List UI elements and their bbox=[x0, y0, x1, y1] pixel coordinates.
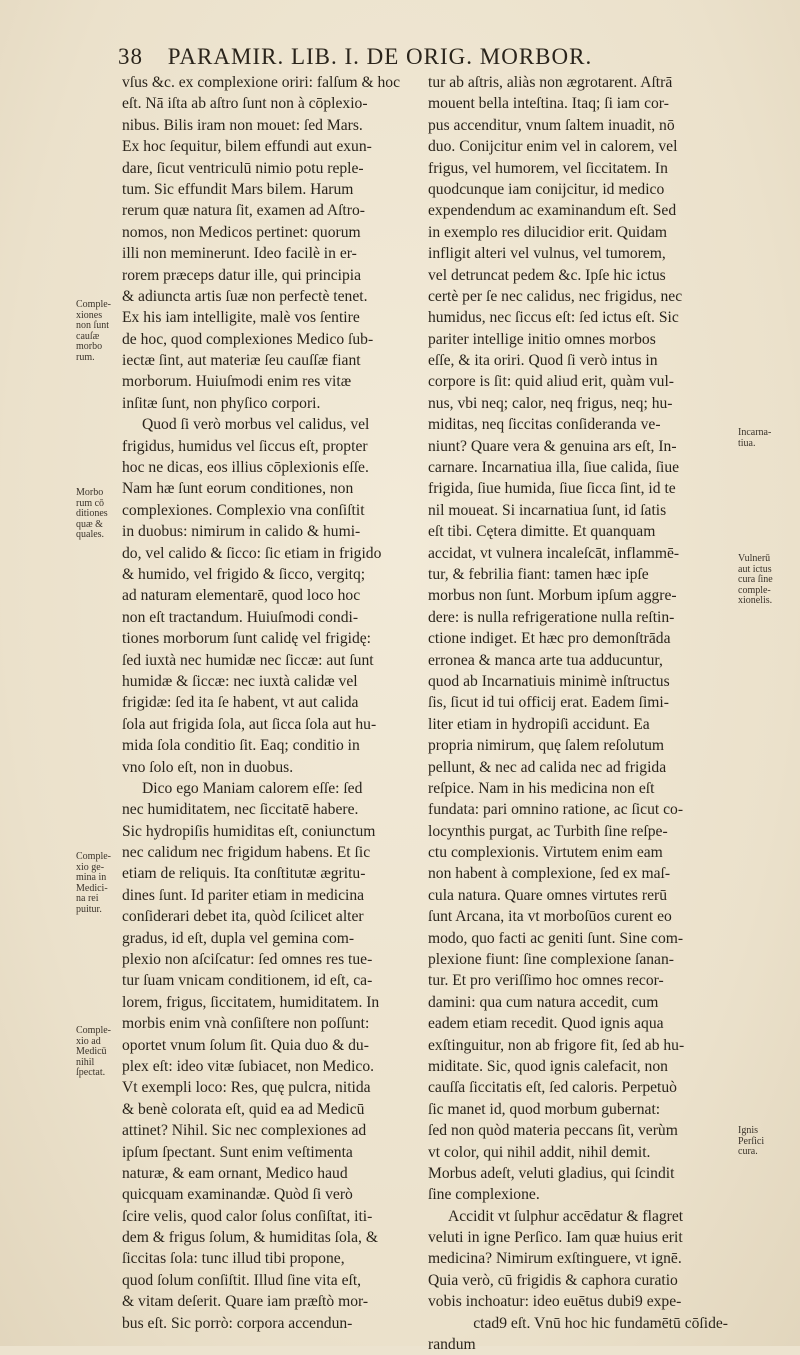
text-line: accidat, vt vulnera incaleſcāt, inflammē- bbox=[428, 544, 680, 562]
margin-note-line: Medici- bbox=[76, 882, 108, 894]
text-line: cauſſa ſiccitatis eſt, ſed caloris. Perpetuò bbox=[428, 1079, 677, 1097]
text-line: plex eſt: ideo vitæ ſubiacet, non Medico. bbox=[122, 1057, 375, 1075]
margin-note-left bbox=[76, 488, 118, 541]
margin-note-line: xiones bbox=[76, 309, 103, 321]
text-line: carnare. Incarnatiua illa, ſiue calida, ſiue bbox=[428, 459, 680, 477]
margin-note-line: Comple- bbox=[76, 299, 111, 310]
text-line: locynthis purgat, ac Turbith ſine reſpe- bbox=[428, 822, 668, 840]
text-line: lorem, frigus, ſiccitatem, humiditatem. In bbox=[122, 993, 380, 1011]
text-line: Quod ſi verò morbus vel calidus, vel bbox=[142, 416, 370, 434]
margin-note-line: quales. bbox=[76, 529, 105, 540]
text-line: non habent à complexione, ſed ex maſ- bbox=[428, 865, 671, 883]
margin-note-left bbox=[76, 852, 118, 915]
text-line: veluti in igne Perſico. Iam quæ huius erit bbox=[428, 1229, 683, 1247]
text-line: & humido, vel frigido & ſicco, vergitq; bbox=[122, 565, 366, 583]
text-line: naturæ, & eam ornant, Medico haud bbox=[122, 1164, 348, 1182]
text-line: Ex hoc ſequitur, bilem effundi aut exun- bbox=[122, 138, 372, 156]
text-line: ſola aut frigida ſola, aut ſicca ſola aut hu- bbox=[122, 715, 377, 733]
text-line: gradus, id eſt, dupla vel gemina com- bbox=[122, 929, 355, 947]
text-line: rorem præceps datur ille, qui principia bbox=[122, 266, 362, 284]
text-line: plexione fiunt: ſine complexione ſanan- bbox=[428, 951, 674, 969]
text-line: morbis enim vnà conſiſtere non poſſunt: bbox=[122, 1015, 370, 1033]
text-line: dere: is nulla refrigeratione nulla reſtin- bbox=[428, 608, 675, 626]
right-text-column bbox=[428, 72, 728, 1355]
text-line: nil moueat. Si incarnatiua ſunt, id ſatis bbox=[428, 501, 667, 519]
text-line: frigidæ: ſed ita ſe habent, vt aut calida bbox=[122, 694, 359, 712]
text-line: de hoc, quod complexiones Medico ſub- bbox=[122, 330, 374, 348]
margin-note-line: Incarna- bbox=[738, 427, 772, 438]
text-line: humidus, nec ſiccus eſt: ſed ictus eſt. Sic bbox=[428, 309, 679, 327]
margin-note-line: puitur. bbox=[76, 903, 102, 915]
text-line: tur. Et pro veriſſimo hoc omnes recor- bbox=[428, 972, 664, 990]
margin-note-line: Comple- bbox=[76, 1025, 111, 1036]
text-line: liter etiam in hydropiſi accidunt. Ea bbox=[428, 715, 650, 733]
margin-note-line: rum. bbox=[76, 351, 95, 363]
text-line: nibus. Bilis iram non mouet: ſed Mars. bbox=[122, 116, 363, 134]
text-line: eſt. Nā iſta ab aſtro ſunt non à cōplexio- bbox=[122, 95, 368, 113]
text-line: vobis inchoatur: ideo euētus dubi9 expe- bbox=[428, 1293, 682, 1311]
text-line: miditate. Sic, quod ignis calefacit, non bbox=[428, 1057, 668, 1075]
text-line: tur, & febrilia fiant: tamen hæc ipſe bbox=[428, 565, 649, 583]
text-line: eadem etiam recedit. Quod ignis aqua bbox=[428, 1015, 664, 1033]
text-line: frigida, ſiue humida, ſiue ſicca ſint, id te bbox=[428, 480, 676, 498]
text-line: quod ſolum conſiſtit. Illud ſine vita eſt, bbox=[122, 1271, 362, 1289]
text-line: eſt tibi. Cętera dimitte. Et quanquam bbox=[428, 523, 656, 541]
margin-note-line: morbo bbox=[76, 341, 103, 352]
margin-note-line: ditiones bbox=[76, 508, 108, 519]
margin-note-line: comple- bbox=[738, 584, 771, 596]
text-line: & vitam deſerit. Quare iam præſtò mor- bbox=[122, 1293, 369, 1311]
text-line: mida ſola conditio ſit. Eaq; conditio in bbox=[122, 737, 360, 755]
text-line: quod ab Incarnatiuis minimè inſtructus bbox=[428, 672, 670, 690]
text-line: vel detruncat pedem &c. Ipſe hic ictus bbox=[428, 266, 666, 284]
margin-note-left bbox=[76, 1026, 118, 1079]
text-line: tiones morborum ſunt calidę vel frigidę: bbox=[122, 630, 372, 648]
text-line: etiam de reliquis. Ita conſtitutæ ægritu- bbox=[122, 865, 366, 883]
text-line: morborum. Huiuſmodi enim res vitæ bbox=[122, 373, 352, 391]
text-line: nus, vbi neq; calor, neq frigus, neq; hu- bbox=[428, 394, 673, 412]
text-line: ctione indiget. Et hæc pro demonſtrāda bbox=[428, 630, 671, 648]
text-line: quicquam examinandæ. Quòd ſi verò bbox=[122, 1186, 353, 1204]
text-line: ſed iuxtà nec humidæ nec ſiccæ: aut ſunt bbox=[122, 651, 374, 669]
text-line: & benè colorata eſt, quid ea ad Medicū bbox=[122, 1100, 365, 1118]
text-line: ctu complexionis. Virtutem enim eam bbox=[428, 844, 663, 862]
text-line: frigus, vel humorem, vel ſiccitatem. In bbox=[428, 159, 668, 177]
text-line: miditas, neq ſiccitas conſideranda ve- bbox=[428, 416, 661, 434]
margin-note-line: quæ & bbox=[76, 518, 103, 530]
margin-note-line: xio ge- bbox=[76, 861, 105, 873]
text-line: illi non meminerunt. Ideo facilè in er- bbox=[122, 245, 357, 263]
text-line: tum. Sic effundit Mars bilem. Harum bbox=[122, 180, 354, 198]
text-line: Nam hæ ſunt eorum conditiones, non bbox=[122, 480, 354, 498]
text-line: niunt? Quare vera & genuina ars eſt, In- bbox=[428, 437, 677, 455]
text-line: Accidit vt ſulphur accēdatur & flagret bbox=[448, 1207, 684, 1225]
text-line: hoc ne dicas, eos illius cōplexionis eſſe. bbox=[122, 459, 369, 477]
text-line: dines ſunt. Id pariter etiam in medicina bbox=[122, 886, 365, 904]
left-text-column bbox=[122, 72, 414, 1334]
text-line: dem & frigus ſolum, & humiditas ſola, & bbox=[122, 1229, 378, 1247]
page-header bbox=[118, 44, 760, 70]
text-line: nec humiditatem, nec ſiccitatē habere. bbox=[122, 801, 359, 819]
text-line: randum bbox=[428, 1336, 476, 1354]
text-line: do, vel calido & ſicco: ſic etiam in frigido bbox=[122, 544, 382, 562]
text-line: pariter intellige initio omnes morbos bbox=[428, 330, 656, 348]
margin-note-line: Perſici bbox=[738, 1135, 765, 1147]
margin-note-right bbox=[738, 1126, 786, 1158]
text-line: expendendum ac examinandum eſt. Sed bbox=[428, 202, 677, 220]
text-line: tur ab aſtris, aliàs non ægrotarent. Aſtrā bbox=[428, 74, 673, 91]
margin-note-line: ſpectat. bbox=[76, 1067, 106, 1078]
running-title: PARAMIR. LIB. I. DE ORIG. MORBOR. bbox=[167, 44, 593, 69]
text-line: in exemplo res dilucidior erit. Quidam bbox=[428, 223, 668, 241]
text-line: fundata: pari omnino ratione, ac ſicut co- bbox=[428, 801, 684, 819]
margin-note-line: nihil bbox=[76, 1056, 95, 1068]
margin-note-right bbox=[738, 554, 786, 607]
text-line: plexio non aſciſcatur: ſed omnes res tue- bbox=[122, 951, 373, 969]
text-line: reſpice. Nam in his medicina non eſt bbox=[428, 779, 655, 797]
text-line: mouent bella inteſtina. Itaq; ſi iam cor- bbox=[428, 95, 669, 113]
text-line: Ex his iam intelligite, malè vos ſentire bbox=[122, 309, 360, 327]
margin-note-right bbox=[738, 428, 786, 449]
margin-note-line: Vulnerū bbox=[738, 553, 771, 564]
text-line: humidæ & ſiccæ: nec iuxtà calidæ vel bbox=[122, 672, 358, 690]
text-line: complexiones. Complexio vna conſiſtit bbox=[122, 501, 365, 519]
margin-note-line: Medicū bbox=[76, 1046, 107, 1057]
text-line: inſitæ ſunt, non phyſico corpori. bbox=[122, 394, 321, 412]
text-line: ſine complexione. bbox=[428, 1186, 540, 1204]
text-line: ipſum ſpectant. Sunt enim veſtimenta bbox=[122, 1143, 353, 1161]
margin-note-line: tiua. bbox=[738, 437, 756, 449]
text-line: ſunt Arcana, ita vt morboſūos curent eo bbox=[428, 908, 672, 926]
margin-note-line: na rei bbox=[76, 893, 99, 904]
text-line: Vt exempli loco: Res, quę pulcra, nitida bbox=[122, 1079, 371, 1097]
text-line: medicina? Nimirum exſtinguere, vt ignē. bbox=[428, 1250, 682, 1268]
text-line: damini: qua cum natura accedit, cum bbox=[428, 993, 659, 1011]
text-line: ſcire velis, quod calor ſolus conſiſtat, iti- bbox=[122, 1207, 373, 1225]
margin-note-line: non ſunt bbox=[76, 320, 110, 331]
text-line: vno ſolo eſt, non in duobus. bbox=[122, 758, 294, 776]
text-line: pellunt, & nec ad calida nec ad frigida bbox=[428, 758, 667, 776]
text-line: infligit alteri vel vulnus, vel tumorem, bbox=[428, 245, 666, 263]
text-line: nec calidum nec frigidum habens. Et ſic bbox=[122, 844, 371, 862]
margin-note-line: mina in bbox=[76, 872, 107, 883]
text-line: exſtinguitur, non ab frigore fit, ſed ab hu- bbox=[428, 1036, 685, 1054]
text-line: Dico ego Maniam calorem eſſe: ſed bbox=[142, 779, 363, 797]
text-line: & adiuncta artis ſuæ non perfectè tenet. bbox=[122, 287, 368, 305]
text-line: conſiderari debet ita, quòd ſcilicet alter bbox=[122, 908, 364, 926]
margin-note-left bbox=[76, 300, 118, 363]
text-line: vt color, qui nihil addit, nihil demit. bbox=[428, 1143, 651, 1161]
margin-note-line: rum cō bbox=[76, 497, 105, 509]
margin-note-line: Ignis bbox=[738, 1125, 758, 1136]
margin-note-line: aut ictus bbox=[738, 563, 772, 575]
margin-note-line: xio ad bbox=[76, 1035, 101, 1047]
text-line: vſus &c. ex complexione oriri: falſum & hoc bbox=[122, 74, 401, 91]
text-line: modo, quo facti ac geniti ſunt. Sine com- bbox=[428, 929, 684, 947]
text-line: rerum quæ natura ſit, examen ad Aſtro- bbox=[122, 202, 365, 220]
text-line: ſiccitas ſola: tunc illud tibi propone, bbox=[122, 1250, 345, 1268]
margin-note-line: cura. bbox=[738, 1146, 758, 1157]
text-line: tur ſuam vnicam conditionem, id eſt, ca- bbox=[122, 972, 373, 990]
text-line: Sic hydropiſis humiditas eſt, coniunctum bbox=[122, 822, 376, 840]
text-line: pus accenditur, vnum ſaltem inuadit, nō bbox=[428, 116, 675, 134]
margin-note-line: Morbo bbox=[76, 487, 104, 498]
text-line: iectæ ſint, aut materiæ ſeu cauſſæ fiant bbox=[122, 352, 361, 370]
text-line: ctad9 eſt. Vnū hoc hic fundamētū cōſide- bbox=[473, 1314, 728, 1332]
margin-note-line: xionelis. bbox=[738, 595, 773, 606]
text-line: Morbus adeſt, veluti gladius, qui ſcindit bbox=[428, 1164, 675, 1182]
text-line: ad naturam elementarē, quod loco hoc bbox=[122, 587, 361, 605]
text-line: certè per ſe nec calidus, nec frigidus, nec bbox=[428, 287, 683, 305]
text-line: corpore is ſit: quid aliud erit, quàm vul- bbox=[428, 373, 674, 391]
text-line: in duobus: nimirum in calido & humi- bbox=[122, 523, 361, 541]
text-line: dare, ſicut ventriculū nimio potu reple- bbox=[122, 159, 364, 177]
text-line: bus eſt. Sic porrò: corpora accendun- bbox=[122, 1314, 353, 1332]
page-number: 38 bbox=[118, 44, 143, 69]
text-line: morbus non ſunt. Morbum ipſum aggre- bbox=[428, 587, 677, 605]
margin-note-line: cura ſine bbox=[738, 574, 773, 585]
text-line: cula natura. Quare omnes virtutes rerū bbox=[428, 886, 668, 904]
margin-note-line: Comple- bbox=[76, 851, 111, 862]
text-line: nomos, non Medicos pertinet: quorum bbox=[122, 223, 361, 241]
text-line: quodcunque iam conijcitur, id medico bbox=[428, 180, 665, 198]
text-line: non eſt tractandum. Huiuſmodi condi- bbox=[122, 608, 359, 626]
text-line: frigidus, humidus vel ſiccus eſt, propter bbox=[122, 437, 368, 455]
margin-note-line: cauſæ bbox=[76, 330, 100, 342]
text-line: oportet vnum ſolum ſit. Quia duo & du- bbox=[122, 1036, 369, 1054]
text-line: ſic manet id, quod morbum gubernat: bbox=[428, 1100, 661, 1118]
text-line: duo. Conijcitur enim vel in calorem, vel bbox=[428, 138, 678, 156]
text-line: eſſe, & ita oriri. Quod ſi verò intus in bbox=[428, 352, 658, 370]
text-line: Quia verò, cū frigidis & caphora curatio bbox=[428, 1271, 678, 1289]
text-line: ſed non quòd materia peccans ſit, verùm bbox=[428, 1122, 678, 1140]
text-line: erronea & manca arte tua adducuntur, bbox=[428, 651, 663, 669]
text-line: propria nimirum, quę ſalem reſolutum bbox=[428, 737, 665, 755]
text-line: ſis, ſicut id tui officij erat. Eadem ſimi- bbox=[428, 694, 669, 712]
text-line: attinet? Nihil. Sic nec complexiones ad bbox=[122, 1122, 367, 1140]
